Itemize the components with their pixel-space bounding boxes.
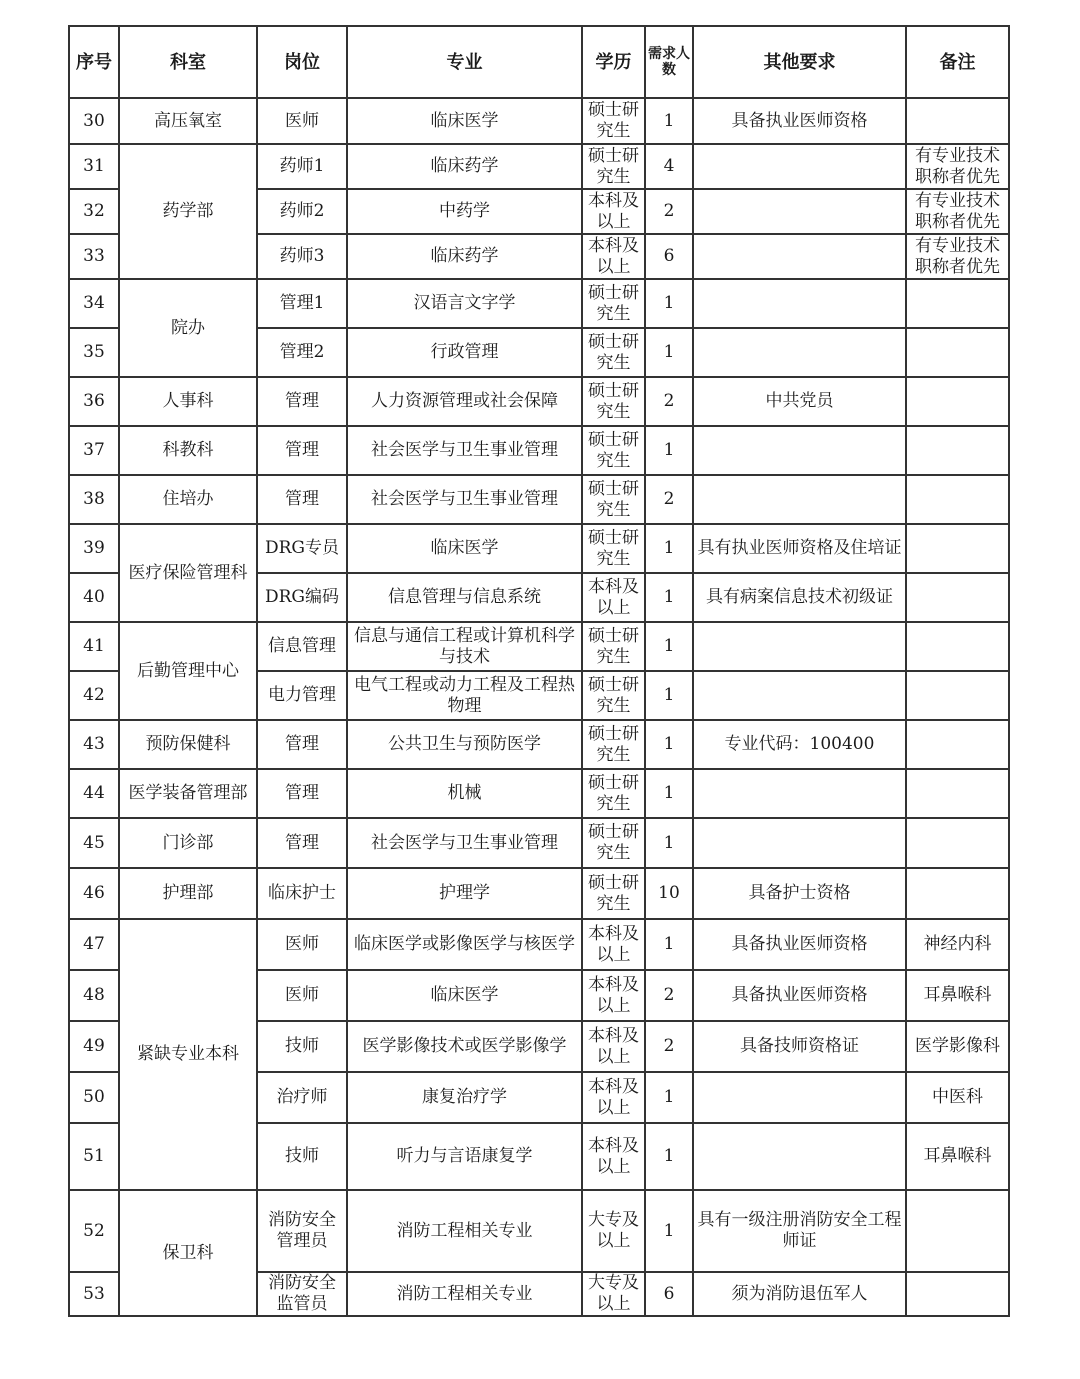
cell-major: 中药学 [347, 189, 582, 234]
cell-no: 50 [69, 1072, 119, 1123]
cell-post: 管理 [257, 818, 347, 868]
cell-req [693, 426, 906, 475]
cell-count: 10 [645, 868, 693, 919]
cell-count: 6 [645, 234, 693, 279]
cell-count: 1 [645, 1190, 693, 1272]
cell-note [906, 524, 1009, 573]
cell-post: DRG编码 [257, 573, 347, 622]
cell-count: 2 [645, 475, 693, 524]
cell-dept: 紧缺专业本科 [119, 919, 257, 1190]
cell-dept: 预防保健科 [119, 720, 257, 769]
cell-note [906, 1190, 1009, 1272]
cell-edu: 硕士研究生 [582, 475, 645, 524]
cell-note: 耳鼻喉科 [906, 1123, 1009, 1190]
header-edu: 学历 [582, 26, 645, 98]
cell-edu: 硕士研究生 [582, 868, 645, 919]
cell-edu: 硕士研究生 [582, 98, 645, 144]
cell-post: 管理 [257, 720, 347, 769]
cell-major: 信息管理与信息系统 [347, 573, 582, 622]
cell-major: 社会医学与卫生事业管理 [347, 818, 582, 868]
cell-count: 1 [645, 720, 693, 769]
cell-edu: 大专及以上 [582, 1190, 645, 1272]
cell-note [906, 720, 1009, 769]
cell-major: 听力与言语康复学 [347, 1123, 582, 1190]
cell-major: 行政管理 [347, 328, 582, 377]
cell-edu: 本科及以上 [582, 919, 645, 970]
cell-post: 管理 [257, 769, 347, 818]
cell-major: 医学影像技术或医学影像学 [347, 1021, 582, 1072]
cell-note [906, 98, 1009, 144]
cell-note: 有专业技术职称者优先 [906, 144, 1009, 189]
cell-no: 43 [69, 720, 119, 769]
cell-post: 药师3 [257, 234, 347, 279]
cell-dept: 住培办 [119, 475, 257, 524]
cell-req: 具备执业医师资格 [693, 970, 906, 1021]
cell-no: 48 [69, 970, 119, 1021]
table-row [69, 98, 1009, 144]
cell-post: 信息管理 [257, 622, 347, 671]
cell-post: 技师 [257, 1021, 347, 1072]
cell-major: 护理学 [347, 868, 582, 919]
table-row [69, 524, 1009, 573]
cell-dept: 医学装备管理部 [119, 769, 257, 818]
cell-no: 32 [69, 189, 119, 234]
table-row [69, 279, 1009, 328]
cell-edu: 大专及以上 [582, 1272, 645, 1316]
cell-dept: 药学部 [119, 144, 257, 279]
cell-post: 医师 [257, 98, 347, 144]
header-note: 备注 [906, 26, 1009, 98]
cell-major: 消防工程相关专业 [347, 1190, 582, 1272]
header-major: 专业 [347, 26, 582, 98]
cell-edu: 硕士研究生 [582, 426, 645, 475]
cell-major: 临床医学 [347, 970, 582, 1021]
table-row [69, 1190, 1009, 1272]
header-no: 序号 [69, 26, 119, 98]
cell-edu: 本科及以上 [582, 1072, 645, 1123]
cell-major: 社会医学与卫生事业管理 [347, 426, 582, 475]
cell-req [693, 622, 906, 671]
cell-note: 耳鼻喉科 [906, 970, 1009, 1021]
cell-req [693, 475, 906, 524]
cell-no: 39 [69, 524, 119, 573]
header-req: 其他要求 [693, 26, 906, 98]
cell-post: 药师2 [257, 189, 347, 234]
cell-note [906, 426, 1009, 475]
cell-count: 2 [645, 377, 693, 426]
cell-req: 须为消防退伍军人 [693, 1272, 906, 1316]
cell-req: 具备执业医师资格 [693, 919, 906, 970]
header-row [69, 26, 1009, 98]
header-count: 需求人数 [645, 26, 693, 98]
cell-major: 消防工程相关专业 [347, 1272, 582, 1316]
cell-note [906, 328, 1009, 377]
cell-dept: 门诊部 [119, 818, 257, 868]
cell-no: 33 [69, 234, 119, 279]
cell-note [906, 818, 1009, 868]
cell-edu: 本科及以上 [582, 234, 645, 279]
cell-no: 31 [69, 144, 119, 189]
cell-no: 49 [69, 1021, 119, 1072]
cell-no: 52 [69, 1190, 119, 1272]
cell-major: 社会医学与卫生事业管理 [347, 475, 582, 524]
cell-count: 4 [645, 144, 693, 189]
cell-note [906, 622, 1009, 671]
cell-edu: 硕士研究生 [582, 279, 645, 328]
cell-no: 30 [69, 98, 119, 144]
cell-count: 1 [645, 769, 693, 818]
cell-note [906, 279, 1009, 328]
cell-post: 电力管理 [257, 671, 347, 720]
cell-edu: 本科及以上 [582, 189, 645, 234]
cell-dept: 人事科 [119, 377, 257, 426]
cell-dept: 后勤管理中心 [119, 622, 257, 720]
cell-req [693, 328, 906, 377]
cell-major: 机械 [347, 769, 582, 818]
cell-no: 51 [69, 1123, 119, 1190]
cell-post: 治疗师 [257, 1072, 347, 1123]
cell-post: 管理 [257, 426, 347, 475]
cell-count: 1 [645, 426, 693, 475]
cell-dept: 保卫科 [119, 1190, 257, 1316]
cell-no: 40 [69, 573, 119, 622]
cell-edu: 硕士研究生 [582, 769, 645, 818]
cell-post: 医师 [257, 970, 347, 1021]
table-row [69, 720, 1009, 769]
table-row [69, 475, 1009, 524]
cell-major: 临床医学 [347, 524, 582, 573]
cell-major: 电气工程或动力工程及工程热物理 [347, 671, 582, 720]
cell-no: 42 [69, 671, 119, 720]
cell-edu: 硕士研究生 [582, 622, 645, 671]
cell-note [906, 377, 1009, 426]
cell-no: 46 [69, 868, 119, 919]
cell-note [906, 1272, 1009, 1316]
cell-note: 中医科 [906, 1072, 1009, 1123]
cell-major: 人力资源管理或社会保障 [347, 377, 582, 426]
cell-count: 2 [645, 189, 693, 234]
cell-note: 有专业技术职称者优先 [906, 189, 1009, 234]
cell-count: 1 [645, 328, 693, 377]
cell-no: 45 [69, 818, 119, 868]
cell-major: 临床医学或影像医学与核医学 [347, 919, 582, 970]
cell-post: 管理 [257, 377, 347, 426]
cell-req: 具备技师资格证 [693, 1021, 906, 1072]
cell-dept: 护理部 [119, 868, 257, 919]
cell-note [906, 769, 1009, 818]
cell-count: 1 [645, 524, 693, 573]
cell-req: 具备护士资格 [693, 868, 906, 919]
table-row [69, 622, 1009, 671]
cell-no: 53 [69, 1272, 119, 1316]
cell-req [693, 279, 906, 328]
cell-req: 具有病案信息技术初级证 [693, 573, 906, 622]
table-row [69, 818, 1009, 868]
cell-post: 管理2 [257, 328, 347, 377]
cell-post: 管理 [257, 475, 347, 524]
cell-edu: 硕士研究生 [582, 720, 645, 769]
cell-no: 37 [69, 426, 119, 475]
header-post: 岗位 [257, 26, 347, 98]
cell-post: 药师1 [257, 144, 347, 189]
cell-no: 44 [69, 769, 119, 818]
cell-major: 公共卫生与预防医学 [347, 720, 582, 769]
cell-edu: 本科及以上 [582, 1021, 645, 1072]
cell-edu: 硕士研究生 [582, 328, 645, 377]
table-row [69, 144, 1009, 189]
cell-no: 47 [69, 919, 119, 970]
cell-major: 汉语言文字学 [347, 279, 582, 328]
cell-req [693, 234, 906, 279]
cell-dept: 医疗保险管理科 [119, 524, 257, 622]
cell-major: 信息与通信工程或计算机科学与技术 [347, 622, 582, 671]
table-row [69, 377, 1009, 426]
table-row [69, 426, 1009, 475]
cell-major: 临床药学 [347, 234, 582, 279]
cell-note: 有专业技术职称者优先 [906, 234, 1009, 279]
cell-note [906, 475, 1009, 524]
cell-no: 41 [69, 622, 119, 671]
cell-count: 1 [645, 919, 693, 970]
cell-post: 技师 [257, 1123, 347, 1190]
cell-req [693, 769, 906, 818]
cell-req: 具备执业医师资格 [693, 98, 906, 144]
cell-edu: 本科及以上 [582, 573, 645, 622]
cell-post: 管理1 [257, 279, 347, 328]
cell-edu: 本科及以上 [582, 970, 645, 1021]
cell-req: 具有执业医师资格及住培证 [693, 524, 906, 573]
cell-edu: 硕士研究生 [582, 818, 645, 868]
cell-req [693, 144, 906, 189]
cell-post: 消防安全管理员 [257, 1190, 347, 1272]
cell-dept: 院办 [119, 279, 257, 377]
cell-count: 6 [645, 1272, 693, 1316]
cell-note: 神经内科 [906, 919, 1009, 970]
cell-count: 1 [645, 671, 693, 720]
cell-no: 35 [69, 328, 119, 377]
cell-edu: 硕士研究生 [582, 144, 645, 189]
cell-count: 1 [645, 818, 693, 868]
cell-major: 康复治疗学 [347, 1072, 582, 1123]
cell-count: 1 [645, 279, 693, 328]
cell-no: 38 [69, 475, 119, 524]
cell-post: 医师 [257, 919, 347, 970]
cell-major: 临床药学 [347, 144, 582, 189]
table-body [69, 98, 1009, 1316]
cell-post: 临床护士 [257, 868, 347, 919]
cell-req [693, 189, 906, 234]
table-row [69, 868, 1009, 919]
cell-count: 1 [645, 622, 693, 671]
cell-req [693, 671, 906, 720]
recruitment-table [68, 25, 1010, 1317]
cell-note [906, 868, 1009, 919]
cell-count: 1 [645, 98, 693, 144]
cell-no: 34 [69, 279, 119, 328]
cell-post: 消防安全监管员 [257, 1272, 347, 1316]
table-row [69, 769, 1009, 818]
cell-count: 1 [645, 1072, 693, 1123]
cell-major: 临床医学 [347, 98, 582, 144]
cell-req: 专业代码：100400 [693, 720, 906, 769]
cell-req: 具有一级注册消防安全工程师证 [693, 1190, 906, 1272]
cell-edu: 硕士研究生 [582, 524, 645, 573]
cell-edu: 硕士研究生 [582, 671, 645, 720]
cell-count: 2 [645, 970, 693, 1021]
cell-req [693, 818, 906, 868]
cell-note [906, 671, 1009, 720]
cell-dept: 高压氧室 [119, 98, 257, 144]
cell-req: 中共党员 [693, 377, 906, 426]
cell-note: 医学影像科 [906, 1021, 1009, 1072]
cell-note [906, 573, 1009, 622]
cell-req [693, 1072, 906, 1123]
cell-count: 2 [645, 1021, 693, 1072]
table-row [69, 919, 1009, 970]
cell-edu: 本科及以上 [582, 1123, 645, 1190]
cell-count: 1 [645, 1123, 693, 1190]
cell-post: DRG专员 [257, 524, 347, 573]
header-dept: 科室 [119, 26, 257, 98]
cell-dept: 科教科 [119, 426, 257, 475]
cell-edu: 硕士研究生 [582, 377, 645, 426]
cell-req [693, 1123, 906, 1190]
cell-no: 36 [69, 377, 119, 426]
cell-count: 1 [645, 573, 693, 622]
